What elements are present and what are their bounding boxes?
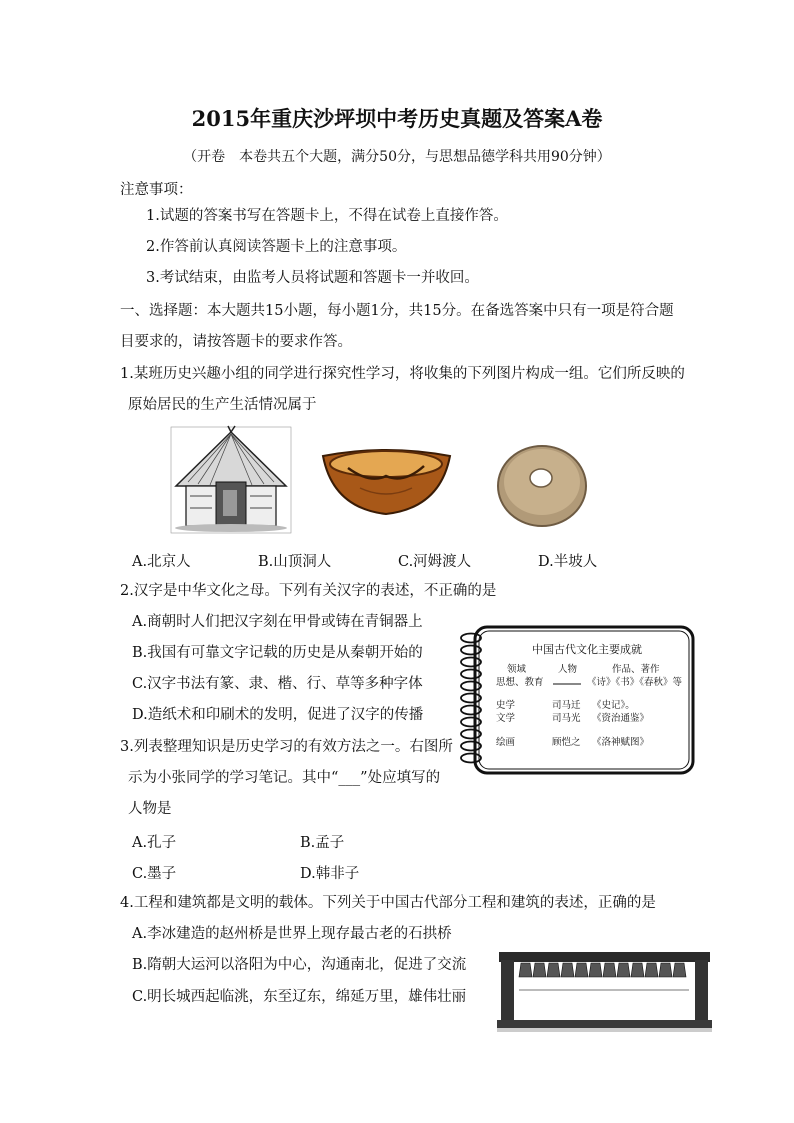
q2-option-c[interactable]: C.汉字书法有篆、隶、楷、行、草等多种字体	[132, 676, 423, 692]
section1-intro: 一、选择题：本大题共15小题，每小题1分，共15分。在备选答案中只有一项是符合题	[120, 303, 674, 319]
q1-option-a[interactable]: A.北京人	[132, 554, 191, 570]
q4-option-c[interactable]: C.明长城西起临洮，东至辽东，绵延万里，雄伟壮丽	[132, 989, 467, 1005]
q1-stem: 1.某班历史兴趣小组的同学进行探究性学习，将收集的下列图片构成一组。它们所反映的	[120, 366, 685, 382]
notebook-row-works: 《诗》《书》《春秋》等	[587, 677, 683, 688]
notebook-row-person: 司马光	[552, 713, 581, 724]
notice-item: 3.考试结束，由监考人员将试题和答题卡一并收回。	[146, 270, 479, 286]
section1-intro-cont: 目要求的，请按答题卡的要求作答。	[120, 334, 352, 350]
notebook-header-person: 人物	[558, 664, 578, 675]
q3-option-c[interactable]: C.墨子	[132, 866, 177, 882]
notebook-row-works: 《洛神赋图》	[592, 737, 650, 748]
q3-stem-cont: 人物是	[128, 801, 172, 817]
q3-option-a[interactable]: A.孔子	[132, 835, 177, 851]
q4-option-a[interactable]: A.李冰建造的赵州桥是世界上现存最古老的石拱桥	[132, 926, 452, 942]
notice-item: 2.作答前认真阅读答题卡上的注意事项。	[146, 239, 407, 255]
q2-stem: 2.汉字是中华文化之母。下列有关汉字的表述，不正确的是	[120, 583, 497, 599]
q1-option-d[interactable]: D.半坡人	[538, 554, 598, 570]
exam-subtitle: （开卷 本卷共五个大题，满分50分，与思想品德学科共用90分钟）	[183, 149, 611, 165]
q4-option-b[interactable]: B.隋朝大运河以洛阳为中心，沟通南北，促进了交流	[132, 957, 467, 973]
notebook-header-field: 领域	[507, 664, 527, 675]
page-title: 2015年重庆沙坪坝中考历史真题及答案A卷	[191, 106, 603, 131]
notebook-row-field: 史学	[496, 700, 516, 711]
q2-option-b[interactable]: B.我国有可靠文字记载的历史是从秦朝开始的	[132, 645, 423, 661]
notebook-row-field: 文学	[496, 713, 516, 724]
notebook-row-works: 《史记》。	[592, 700, 635, 711]
notebook-row-field: 绘画	[496, 737, 516, 748]
bells-image	[497, 944, 712, 1032]
q1-option-c[interactable]: C.河姆渡人	[398, 554, 472, 570]
notebook-row-person: 司马迁	[552, 700, 581, 711]
notebook-row-works: 《资治通鉴》	[592, 713, 650, 724]
q4-stem: 4.工程和建筑都是文明的载体。下列关于中国古代部分工程和建筑的表述，正确的是	[120, 895, 656, 911]
q1-option-b[interactable]: B.山顶洞人	[258, 554, 332, 570]
q3-option-d[interactable]: D.韩非子	[300, 866, 360, 882]
q3-stem-cont: 示为小张同学的学习笔记。其中“___”处应填写的	[128, 770, 441, 786]
q2-option-a[interactable]: A.商朝时人们把汉字刻在甲骨或铸在青铜器上	[132, 614, 423, 630]
stone-disc-image	[494, 440, 590, 530]
notebook-header-works: 作品、著作	[612, 664, 660, 675]
notice-heading: 注意事项：	[120, 182, 193, 198]
notebook-row-person: 顾恺之	[552, 737, 581, 748]
notebook-row-field: 思想、教育	[496, 677, 544, 688]
bowl-image	[320, 442, 453, 518]
q2-option-d[interactable]: D.造纸术和印刷术的发明，促进了汉字的传播	[132, 707, 424, 723]
q3-option-b[interactable]: B.孟子	[300, 835, 345, 851]
notice-item: 1.试题的答案书写在答题卡上，不得在试卷上直接作答。	[146, 208, 508, 224]
q3-stem: 3.列表整理知识是历史学习的有效方法之一。右图所	[120, 739, 453, 755]
q1-stem-cont: 原始居民的生产生活情况属于	[128, 397, 317, 413]
hut-image	[168, 424, 294, 536]
notebook-title: 中国古代文化主要成就	[532, 643, 642, 656]
